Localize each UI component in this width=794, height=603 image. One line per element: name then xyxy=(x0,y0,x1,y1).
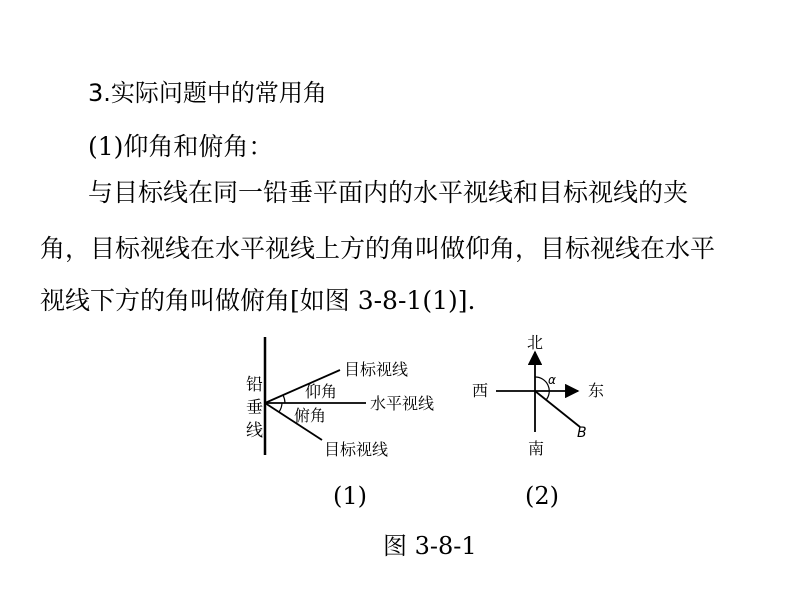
point-b-label: B xyxy=(577,425,587,441)
depression-angle-label: 俯角 xyxy=(294,406,327,425)
bearing-ray-b xyxy=(535,391,580,427)
paragraph-line-2: 角，目标视线在水平视线上方的角叫做仰角，目标视线在水平 xyxy=(40,234,716,263)
figure-1-elevation-depression xyxy=(246,337,434,459)
south-label: 南 xyxy=(528,439,545,458)
figure-2-bearing xyxy=(472,333,604,458)
paragraph-line-1: 与目标线在同一铅垂平面内的水平视线和目标视线的夹 xyxy=(88,178,689,207)
elevation-angle-label: 仰角 xyxy=(305,382,338,401)
plumb-label-2: 垂 xyxy=(246,398,263,418)
north-label: 北 xyxy=(527,333,544,352)
paragraph-line-3: 视线下方的角叫做俯角[如图 3-8-1(1)]. xyxy=(40,286,476,315)
figure-caption: 图 3-8-1 xyxy=(383,532,477,560)
section-heading: 3.实际问题中的常用角 xyxy=(88,79,327,107)
plumb-label-3: 线 xyxy=(246,421,263,441)
plumb-label-1: 铅 xyxy=(246,375,263,395)
west-label: 西 xyxy=(472,381,489,400)
figure-2-caption: (2) xyxy=(525,482,559,510)
depression-arc xyxy=(279,403,282,412)
figure-1-caption: (1) xyxy=(333,482,367,510)
upper-sight-label: 目标视线 xyxy=(344,360,409,379)
sub-heading: (1)仰角和俯角： xyxy=(88,132,274,161)
east-label: 东 xyxy=(588,381,605,400)
lower-sight-label: 目标视线 xyxy=(324,440,389,459)
elevation-arc xyxy=(283,395,285,403)
horizontal-line-label: 水平视线 xyxy=(370,394,435,413)
alpha-label: α xyxy=(548,373,556,387)
